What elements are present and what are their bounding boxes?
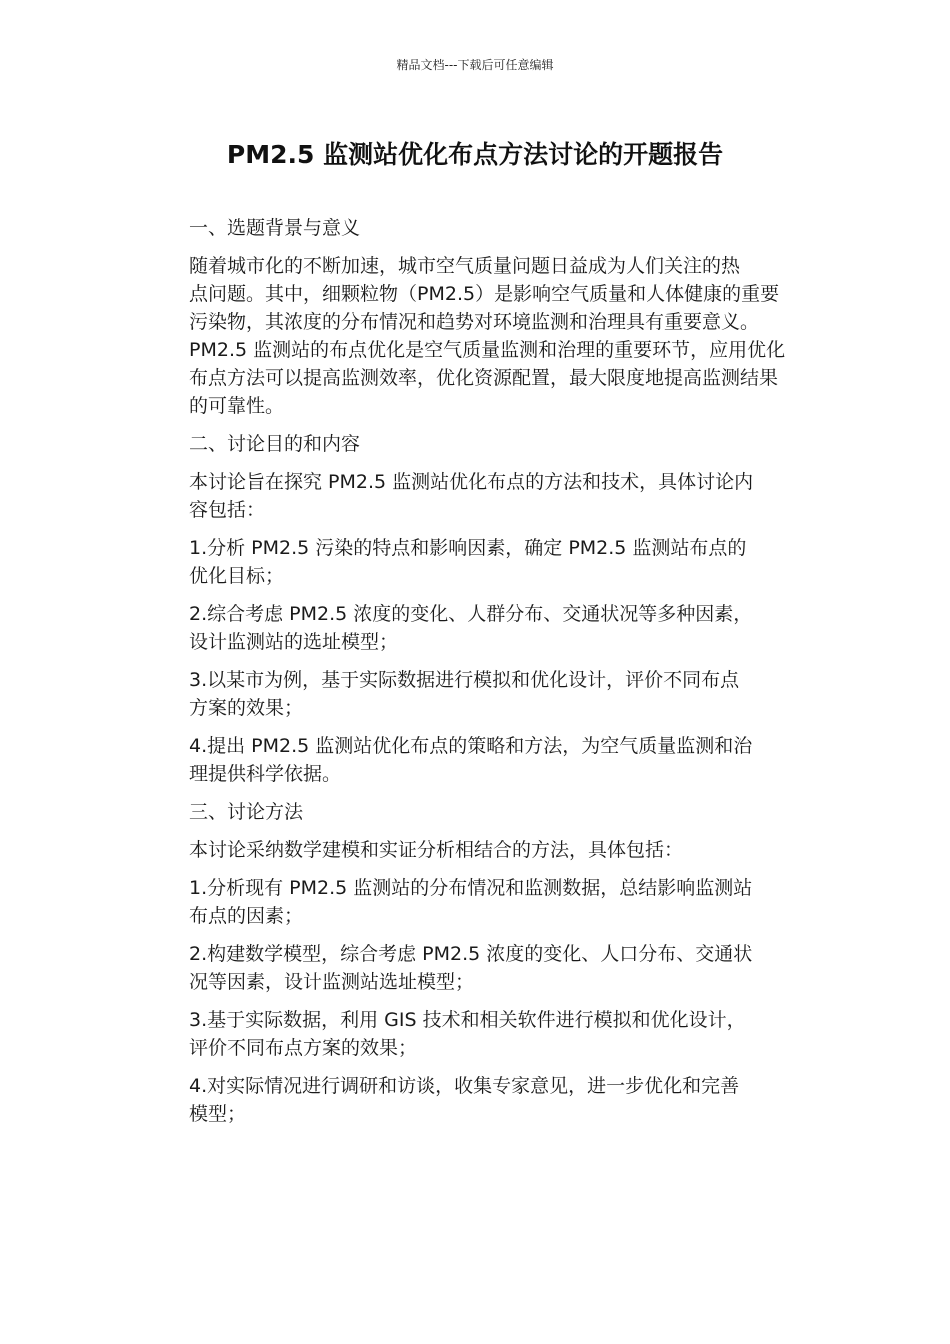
document-title: PM2.5 监测站优化布点方法讨论的开题报告 [226,140,724,169]
text-line: 随着城市化的不断加速，城市空气质量问题日益成为人们关注的热 [189,255,741,277]
paragraph-objectives-intro [144,468,806,524]
text-line: 本讨论旨在探究 PM2.5 监测站优化布点的方法和技术，具体讨论内 [189,471,754,493]
text-line: 布点方法可以提高监测效率，优化资源配置，最大限度地提高监测结果 [189,367,779,389]
text-line: 容包括： [189,499,266,521]
text-line: 评价不同布点方案的效果； [189,1037,418,1059]
text-line: 设计监测站的选址模型； [189,631,399,653]
list-item-method [144,1006,806,1062]
text-line: 方案的效果； [189,697,304,719]
text-line: 点问题。其中，细颗粒物（PM2.5）是影响空气质量和人体健康的重要 [189,283,780,305]
text-line: 理提供科学依据。 [189,763,342,785]
text-line: 1.分析现有 PM2.5 监测站的分布情况和监测数据，总结影响监测站 [189,877,753,899]
text-line: 4.对实际情况进行调研和访谈，收集专家意见，进一步优化和完善 [189,1075,740,1097]
list-item-method [144,874,806,930]
section-heading-objectives: 二、讨论目的和内容 [189,433,361,455]
text-line: 3.以某市为例，基于实际数据进行模拟和优化设计，评价不同布点 [189,669,740,691]
text-line: 4.提出 PM2.5 监测站优化布点的策略和方法，为空气质量监测和治 [189,735,753,757]
list-item-objective [144,600,806,656]
list-item-objective [144,534,806,590]
text-line: 2.综合考虑 PM2.5 浓度的变化、人群分布、交通状况等多种因素， [189,603,753,625]
text-line: 的可靠性。 [189,395,285,417]
list-item-objective [144,666,806,722]
text-line: 布点的因素； [189,905,304,927]
document-body [144,214,806,1138]
text-line: 2.构建数学模型，综合考虑 PM2.5 浓度的变化、人口分布、交通状 [189,943,753,965]
list-item-objective [144,732,806,788]
section-heading-methods: 三、讨论方法 [189,801,304,823]
text-line: 1.分析 PM2.5 污染的特点和影响因素，确定 PM2.5 监测站布点的 [189,537,747,559]
section-heading-background: 一、选题背景与意义 [189,217,361,239]
paragraph-methods-intro [144,836,806,864]
text-line: 优化目标； [189,565,285,587]
text-line: 污染物，其浓度的分布情况和趋势对环境监测和治理具有重要意义。 [189,311,760,333]
paragraph-background [144,252,806,420]
text-line: 3.基于实际数据，利用 GIS 技术和相关软件进行模拟和优化设计， [189,1009,746,1031]
list-item-method [144,1072,806,1128]
text-line: 模型； [189,1103,247,1125]
text-line: PM2.5 监测站的布点优化是空气质量监测和治理的重要环节，应用优化 [189,339,786,361]
list-item-method [144,940,806,996]
text-line: 本讨论采纳数学建模和实证分析相结合的方法，具体包括： [189,839,684,861]
running-header: 精品文档---下载后可任意编辑 [396,58,554,72]
text-line: 况等因素，设计监测站选址模型； [189,971,475,993]
